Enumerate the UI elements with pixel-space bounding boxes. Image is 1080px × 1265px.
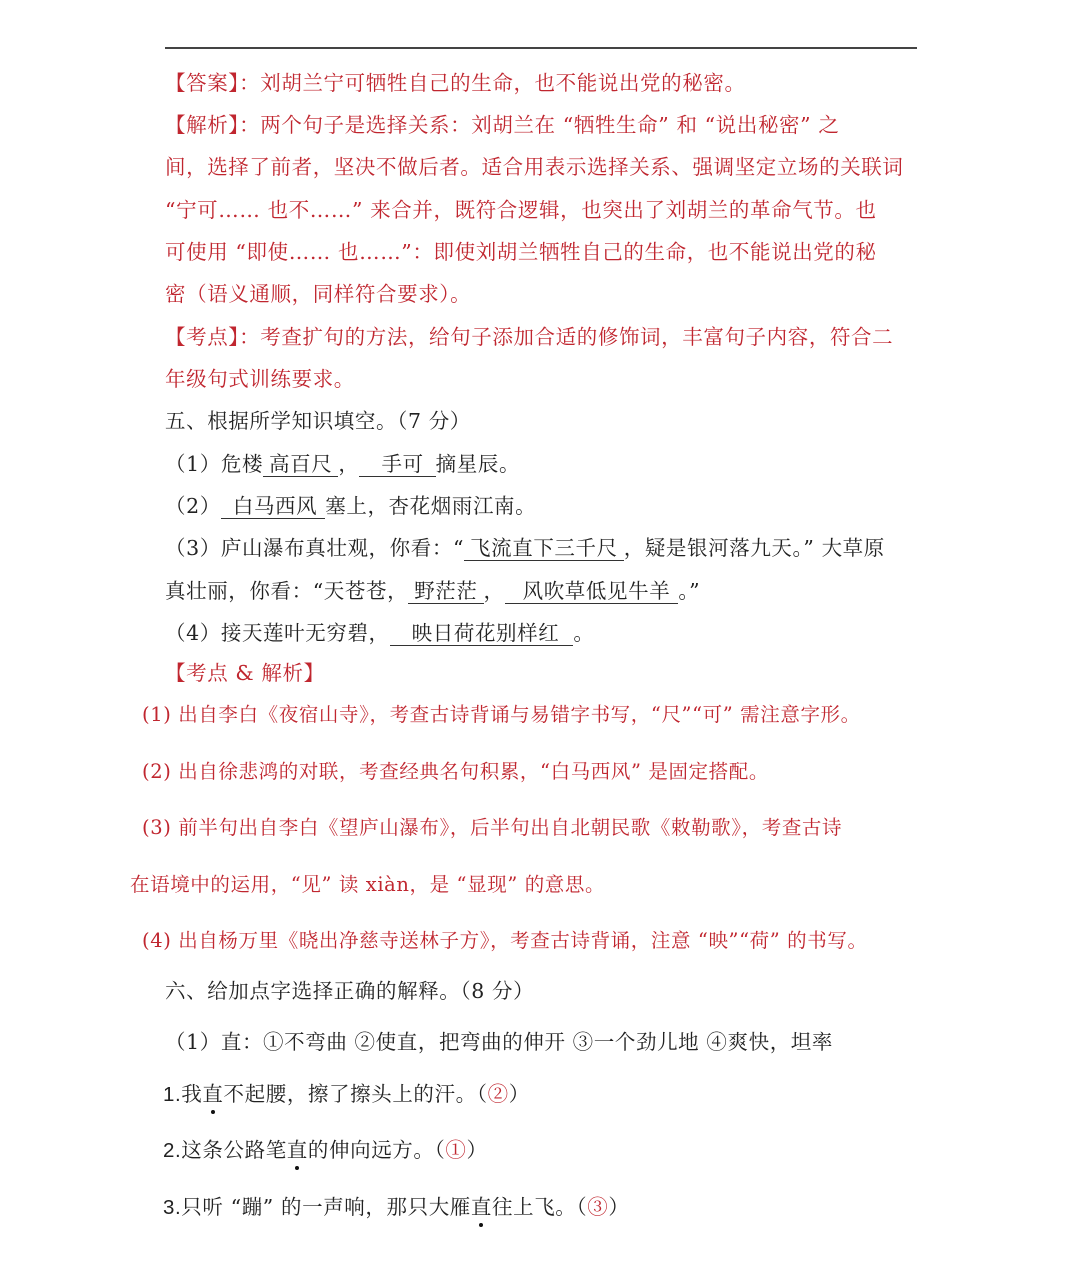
s3-number: 3. [163,1196,182,1219]
point-text-1: ：考查扩句的方法，给句子添加合适的修饰词，丰富句子内容，符合二 [239,325,894,349]
s2-suffix: 的伸向远方。（ [307,1138,446,1162]
section6-definitions: （1）直：①不弯曲 ②使直，把弯曲的伸开 ③一个劲儿地 ④爽快，坦率 [165,1030,833,1054]
analysis-text-1: ：两个句子是选择关系：刘胡兰在 “牺牲生命” 和 “说出秘密” 之 [239,113,840,137]
analysis-line-3: “宁可…… 也不……” 来合并，既符合逻辑，也突出了刘胡兰的革命气节。也 [165,198,877,222]
q3-blank-3: 风吹草低见牛羊 [505,579,679,604]
section6-sentence-3 [163,1192,629,1223]
q3-line2-prefix: 真壮丽，你看：“天苍苍， [165,579,409,603]
q1-suffix: 摘星辰。 [435,452,521,476]
section5-q1 [165,449,520,479]
q1-blank-2: 手可 [359,452,435,477]
q2-prefix: （2） [165,494,221,518]
analysis-tag: 【解析】 [165,113,240,137]
section5-explain-1: (1) 出自李白《夜宿山寺》，考查古诗背诵与易错字书写，“尺”“可” 需注意字形。 [142,703,861,726]
q1-comma: ， [338,452,360,476]
section5-explain-2: (2) 出自徐悲鸿的对联，考查经典名句积累，“白马西风” 是固定搭配。 [142,760,769,783]
point-line-1 [165,322,893,352]
answer-tag: 【答案】 [165,71,240,95]
q2-suffix: 塞上，杏花烟雨江南。 [325,494,537,518]
answer-line [165,68,746,98]
s2-close: ） [466,1138,488,1162]
s1-number: 1. [163,1083,182,1106]
s3-suffix: 往上飞。（ [492,1195,588,1219]
q3-suffix: ，疑是银河落九天。” 大草原 [623,536,885,560]
answer-text: ：刘胡兰宁可牺牲自己的生命，也不能说出党的秘密。 [239,71,746,95]
section5-q4 [165,618,594,648]
analysis-line-5: 密（语义通顺，同样符合要求）。 [165,282,472,306]
q4-prefix: （4）接天莲叶无穷碧， [165,621,390,645]
section6-sentence-2 [163,1135,488,1166]
s1-prefix: 我 [181,1082,203,1106]
s2-number: 2. [163,1139,182,1162]
point-line-2: 年级句式训练要求。 [165,367,355,391]
section5-explain-4: (4) 出自杨万里《晓出净慈寺送林子方》，考查古诗背诵，注意 “映”“荷” 的书写。 [142,929,868,952]
s3-prefix: 只听 “蹦” 的一声响，那只大雁 [181,1195,471,1219]
s1-close: ） [508,1082,530,1106]
section5-q3-line-1 [165,533,885,563]
q1-blank-1: 高百尺 [263,452,338,477]
section5-q2 [165,491,536,521]
q3-line2-comma: ， [483,579,505,603]
q4-blank-1: 映日荷花别样红 [390,621,574,646]
section5-explain-3b: 在语境中的运用，“见” 读 xiàn，是 “显现” 的意思。 [130,873,606,896]
q3-prefix: （3）庐山瀑布真壮观，你看：“ [165,536,465,560]
section5-explain-tag: 【考点 & 解析】 [165,661,325,685]
s3-answer: ③ [587,1195,609,1219]
point-tag: 【考点】 [165,325,240,349]
q3-blank-2: 野茫茫 [408,579,483,604]
analysis-line-4: 可使用 “即使…… 也……”：即使刘胡兰牺牲自己的生命，也不能说出党的秘 [165,240,877,264]
s1-suffix: 不起腰，擦了擦头上的汗。（ [223,1082,488,1106]
q2-blank-1: 白马西风 [221,494,325,519]
top-rule [165,47,917,49]
section6-sentence-1 [163,1079,530,1110]
s2-prefix: 这条公路笔 [181,1138,287,1162]
s2-answer: ① [445,1138,467,1162]
s1-answer: ② [487,1082,509,1106]
section5-heading: 五、根据所学知识填空。（7 分） [165,409,471,433]
analysis-line-1 [165,110,839,140]
s2-dotted-char: 直 [287,1135,308,1165]
s3-close: ） [608,1195,630,1219]
s3-dotted-char: 直 [471,1192,492,1222]
section5-q3-line-2 [165,576,700,606]
q3-line2-suffix: 。” [678,579,701,603]
section6-heading: 六、给加点字选择正确的解释。（8 分） [165,979,535,1003]
q3-blank-1: 飞流直下三千尺 [464,536,624,561]
q1-prefix: （1）危楼 [165,452,264,476]
analysis-line-2: 间，选择了前者，坚决不做后者。适合用表示选择关系、强调坚定立场的关联词 [165,155,904,179]
q4-suffix: 。 [573,621,595,645]
section5-explain-3a: (3) 前半句出自李白《望庐山瀑布》，后半句出自北朝民歌《敕勒歌》，考查古诗 [142,816,843,839]
s1-dotted-char: 直 [202,1079,223,1109]
